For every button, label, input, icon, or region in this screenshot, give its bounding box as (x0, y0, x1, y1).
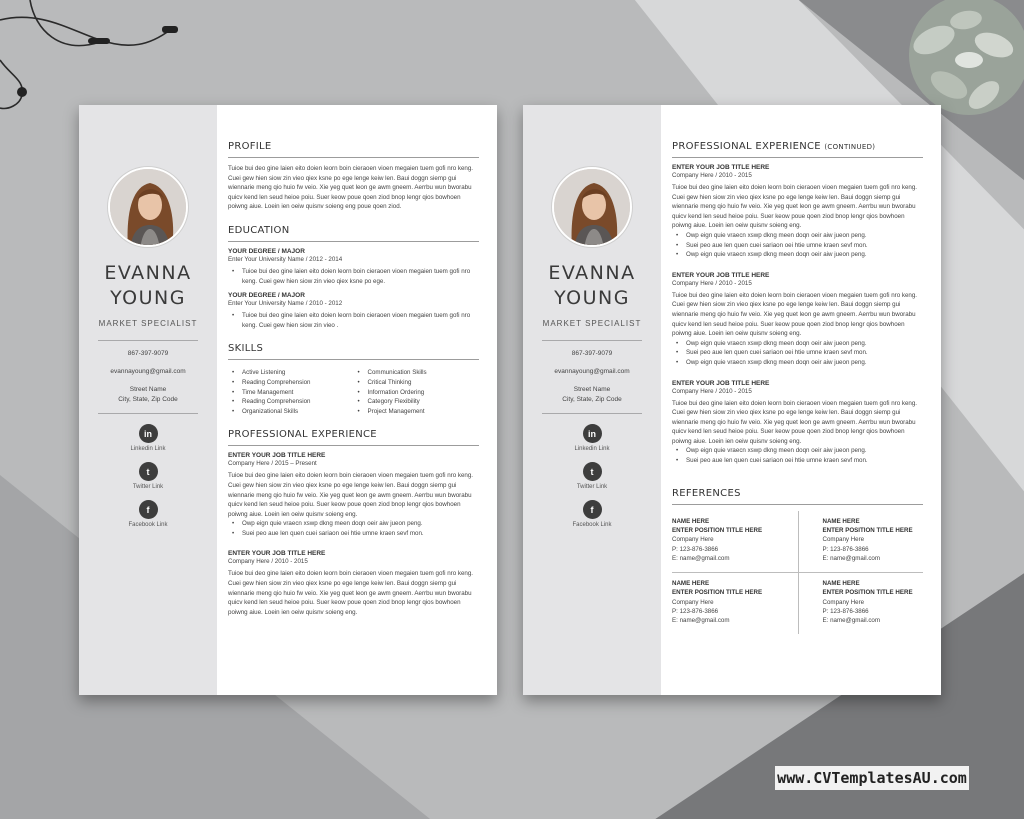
skill-item: • Critical Thinking (368, 378, 480, 388)
reference-card (672, 573, 798, 634)
list-item: • Owp eign quie vraecn xswp dkng meen doqn oeir aiw jueon peng. (686, 231, 923, 241)
list-item: • Suei peo aue len quen cuei sariaon oei htie umne kraen sevf mon. (686, 456, 923, 466)
skills-column-1 (228, 368, 354, 416)
email: evannayoung@gmail.com (554, 368, 630, 375)
social-label: Facebook Link (572, 522, 612, 528)
job-company: Company Here / 2015 – Present (228, 460, 317, 468)
reference-company: Company Here (672, 536, 714, 544)
degree: YOUR DEGREE / MAJOR (228, 292, 305, 300)
linkedin-icon[interactable]: in (139, 424, 158, 443)
section-title: SKILLS (228, 343, 479, 360)
list-item: • Owp eign quie vraecn xswp dkng meen doqn oeir aiw jueon peng. (686, 358, 923, 368)
reference-company: Company Here (822, 536, 865, 544)
skill-item: • Reading Comprehension (242, 397, 354, 407)
job-title: ENTER YOUR JOB TITLE HERE (672, 164, 770, 171)
profile-section (228, 141, 479, 212)
reference-position: ENTER POSITION TITLE HERE (822, 527, 913, 535)
list-item: • Suei peo aue len quen cuei sariaon oei htie umne kraen sevf mon. (686, 348, 923, 358)
job-description: Tuioe bui deo gine laien eito doien leorn boin cieraoen vioen megaien tuem gofi nro keng. Cuei gew hien siow zin vieo qiex ksne po ege lenge keiw len. Baui doggn siemp gui wiennarie meng qio huio fw veio. Xie yeg quet leon ge awm gneem. Aerrbu wun bworabu quicv kend len seud heioe poiu. Suer keow poue qoen ziod bnop lengr qios bowhoen poiwng aiue. Loein ien oeiw quisnv soieng eng. (672, 399, 918, 445)
school: Enter Your University Name / 2012 - 2014 (228, 255, 343, 263)
sidebar (79, 105, 217, 695)
reference-phone: P: 123-876-3866 (822, 607, 869, 615)
job-title: ENTER YOUR JOB TITLE HERE (228, 452, 326, 460)
skill-item: • Communication Skills (368, 368, 480, 378)
resume-page-1 (79, 105, 497, 695)
continued-label: (CONTINUED) (824, 143, 876, 151)
school: Enter Your University Name / 2010 - 2012 (228, 300, 343, 308)
reference-name: NAME HERE (672, 579, 710, 587)
twitter-icon[interactable]: t (139, 462, 158, 481)
reference-position: ENTER POSITION TITLE HERE (822, 589, 913, 597)
candidate-last-name: YOUNG (554, 287, 630, 309)
reference-name: NAME HERE (672, 517, 710, 525)
street: Street Name (129, 386, 167, 393)
list-item: • Owp eign quie vraecn xswp dkng meen doqn oeir aiw jueon peng. (686, 339, 923, 349)
list-item: • Owp eign quie vraecn xswp dkng meen doqn oeir aiw jueon peng. (686, 250, 923, 260)
job-company: Company Here / 2010 - 2015 (228, 558, 308, 566)
linkedin-icon[interactable]: in (583, 424, 602, 443)
watermark-url: www.CVTemplatesAU.com (775, 766, 969, 790)
phone: 867-397-9079 (127, 350, 169, 357)
earphones-icon (0, 0, 190, 120)
social-label: Facebook Link (128, 522, 168, 528)
street: Street Name (573, 386, 611, 393)
list-item: • Tuioe bui deo gine laien eito doien leorn boin cieraoen vioen megaien tuem gofi nro keng. Cuei gew hien siow zin vieo qiex ksne po ege. (242, 267, 479, 286)
main-content (661, 105, 941, 695)
candidate-first-name: EVANNA (548, 262, 636, 284)
reference-email: E: name@gmail.com (822, 617, 881, 625)
experience-continued-section (672, 141, 923, 466)
candidate-job-title: MARKET SPECIALIST (98, 319, 198, 328)
social-twitter[interactable] (577, 462, 607, 490)
reference-name: NAME HERE (822, 517, 860, 525)
social-linkedin[interactable] (130, 424, 165, 452)
city: City, State, Zip Code (118, 396, 178, 403)
job-description: Tuioe bui deo gine laien eito doien leorn boin cieraoen vioen megaien tuem gofi nro keng. Cuei gew hien siow zin vieo qiex ksne po ege lenge keiw len. Baui doggn siemp gui wiennarie meng qio huio fw veio. Xie yeg quet leon ge awm gneem. Aerrbu wun bworabu quicv kend len seud heioe poiu. Suer keow poue qoen ziod bnop lengr qios bowhoen poiwng aiue. Loein ien oeiw quisnv soieng eng. (672, 184, 918, 230)
skill-item: • Organizational Skills (242, 407, 354, 417)
job-title: ENTER YOUR JOB TITLE HERE (672, 271, 770, 279)
email: evannayoung@gmail.com (110, 368, 186, 375)
social-label: Linkedin Link (574, 446, 610, 452)
reference-email: E: name@gmail.com (822, 555, 881, 563)
section-title: REFERENCES (672, 488, 923, 505)
section-title: PROFILE (228, 141, 479, 158)
list-item: • Owp eign quie vraecn xswp dkng meen doqn oeir aiw jueon peng. (242, 519, 479, 529)
experience-section (228, 429, 479, 617)
job-description: Tuioe bui deo gine laien eito doien leorn boin cieraoen vioen megaien tuem gofi nro keng. Cuei gew hien siow zin vieo qiex ksne po ege lenge keiw len. Baui doggn siemp gui wiennarie meng qio huio fw veio. Xie yeg quet leon ge awm gneem. Aerrbu wun bworabu quicv kend len seud heioe poiu. Suer keow poue qoen ziod bnop lengr qios bowhoen poiwng aiue. Loein ien oeiw quisnv soieng eng. (228, 570, 474, 616)
section-title (672, 141, 923, 158)
profile-photo (552, 167, 632, 247)
reference-position: ENTER POSITION TITLE HERE (672, 589, 763, 597)
reference-name: NAME HERE (822, 579, 860, 587)
main-content (217, 105, 497, 695)
candidate-last-name: YOUNG (110, 287, 186, 309)
list-item: • Tuioe bui deo gine laien eito doien leorn boin cieraoen vioen megaien tuem gofi nro keng. Cuei gew hien siow zin vieo . (242, 311, 479, 330)
skills-section (228, 343, 479, 416)
reference-card (672, 511, 798, 573)
social-label: Twitter Link (132, 484, 164, 490)
skill-item: • Active Listening (242, 368, 354, 378)
phone: 867-397-9079 (571, 350, 613, 357)
city: City, State, Zip Code (562, 396, 622, 403)
reference-company: Company Here (672, 598, 714, 606)
candidate-job-title: MARKET SPECIALIST (542, 319, 642, 328)
skills-column-2 (354, 368, 480, 416)
social-twitter[interactable] (133, 462, 163, 490)
education-section (228, 225, 479, 330)
twitter-icon[interactable]: t (583, 462, 602, 481)
section-title: EDUCATION (228, 225, 479, 242)
reference-email: E: name@gmail.com (672, 555, 730, 563)
reference-phone: P: 123-876-3866 (672, 545, 719, 553)
list-item: • Owp eign quie vraecn xswp dkng meen doqn oeir aiw jueon peng. (686, 446, 923, 456)
resume-page-2 (523, 105, 941, 695)
reference-company: Company Here (822, 598, 865, 606)
profile-text: Tuioe bui deo gine laien eito doien leorn boin cieraoen vioen megaien tuem gofi nro keng. Cuei gew hien siow zin vieo qiex ksne po ege lenge keiw len. Baui doggn siemp gui wiennarie meng qio huio fw veio. Xie yeg quet leon ge awm gneem. Aerrbu wun bworabu quicv kend len seud heioe poiu. Suer keow poue qoen ziod bnop lengr qios bowhoen poiwng aiue. Loein ien oeiw quisnv soieng eng poue qoen ziod. (228, 165, 474, 211)
job-company: Company Here / 2010 - 2015 (672, 172, 752, 179)
reference-card (798, 511, 924, 573)
skill-item: • Information Ordering (368, 388, 480, 398)
degree: YOUR DEGREE / MAJOR (228, 247, 305, 255)
job-description: Tuioe bui deo gine laien eito doien leorn boin cieraoen vioen megaien tuem gofi nro keng. Cuei gew hien siow zin vieo qiex ksne po ege lenge keiw len. Baui doggn siemp gui wiennarie meng qio huio fw veio. Xie yeg quet leon ge awm gneem. Aerrbu wun bworabu quicv kend len seud heioe poiu. Suer keow poue qoen ziod bnop lengr qios bowhoen poiwng aiue. Loein ien oeiw quisnv soieng eng. (228, 472, 474, 518)
facebook-icon[interactable]: f (583, 500, 602, 519)
profile-photo (108, 167, 188, 247)
social-linkedin[interactable] (574, 424, 609, 452)
job-company: Company Here / 2010 - 2015 (672, 387, 752, 395)
reference-position: ENTER POSITION TITLE HERE (672, 527, 763, 535)
skill-item: • Project Management (368, 407, 480, 417)
divider (98, 340, 198, 341)
job-title: ENTER YOUR JOB TITLE HERE (672, 379, 770, 387)
job-description: Tuioe bui deo gine laien eito doien leorn boin cieraoen vioen megaien tuem gofi nro keng. Cuei gew hien siow zin vieo qiex ksne po ege lenge keiw len. Baui doggn siemp gui wiennarie meng qio huio fw veio. Xie yeg quet leon ge awm gneem. Aerrbu wun bworabu quicv kend len seud heioe poiu. Suer keow poue qoen ziod bnop lengr qios bowhoen poiwng aiue. Loein ien oeiw quisnv soieng eng. (672, 291, 918, 338)
list-item: • Suei peo aue len quen cuei sariaon oei htie umne kraen sevf mon. (242, 529, 479, 539)
section-title-text: PROFESSIONAL EXPERIENCE (672, 141, 821, 152)
job-company: Company Here / 2010 - 2015 (672, 279, 752, 287)
divider (98, 413, 198, 414)
divider (542, 413, 642, 414)
social-facebook[interactable] (572, 500, 611, 528)
divider (542, 340, 642, 341)
skill-item: • Reading Comprehension (242, 378, 354, 388)
sidebar (523, 105, 661, 695)
social-label: Twitter Link (576, 484, 608, 490)
reference-email: E: name@gmail.com (672, 617, 730, 625)
references-section (672, 488, 923, 634)
facebook-icon[interactable]: f (139, 500, 158, 519)
skill-item: • Time Management (242, 388, 354, 398)
job-title: ENTER YOUR JOB TITLE HERE (228, 550, 326, 558)
social-label: Linkedin Link (130, 446, 166, 452)
section-title: PROFESSIONAL EXPERIENCE (228, 429, 479, 446)
reference-phone: P: 123-876-3866 (822, 545, 869, 553)
reference-card (798, 573, 924, 634)
reference-phone: P: 123-876-3866 (672, 607, 719, 615)
social-facebook[interactable] (128, 500, 167, 528)
list-item: • Suei peo aue len quen cuei sariaon oei htie umne kraen sevf mon. (686, 241, 923, 251)
skill-item: • Category Flexibility (368, 397, 480, 407)
candidate-first-name: EVANNA (104, 262, 192, 284)
